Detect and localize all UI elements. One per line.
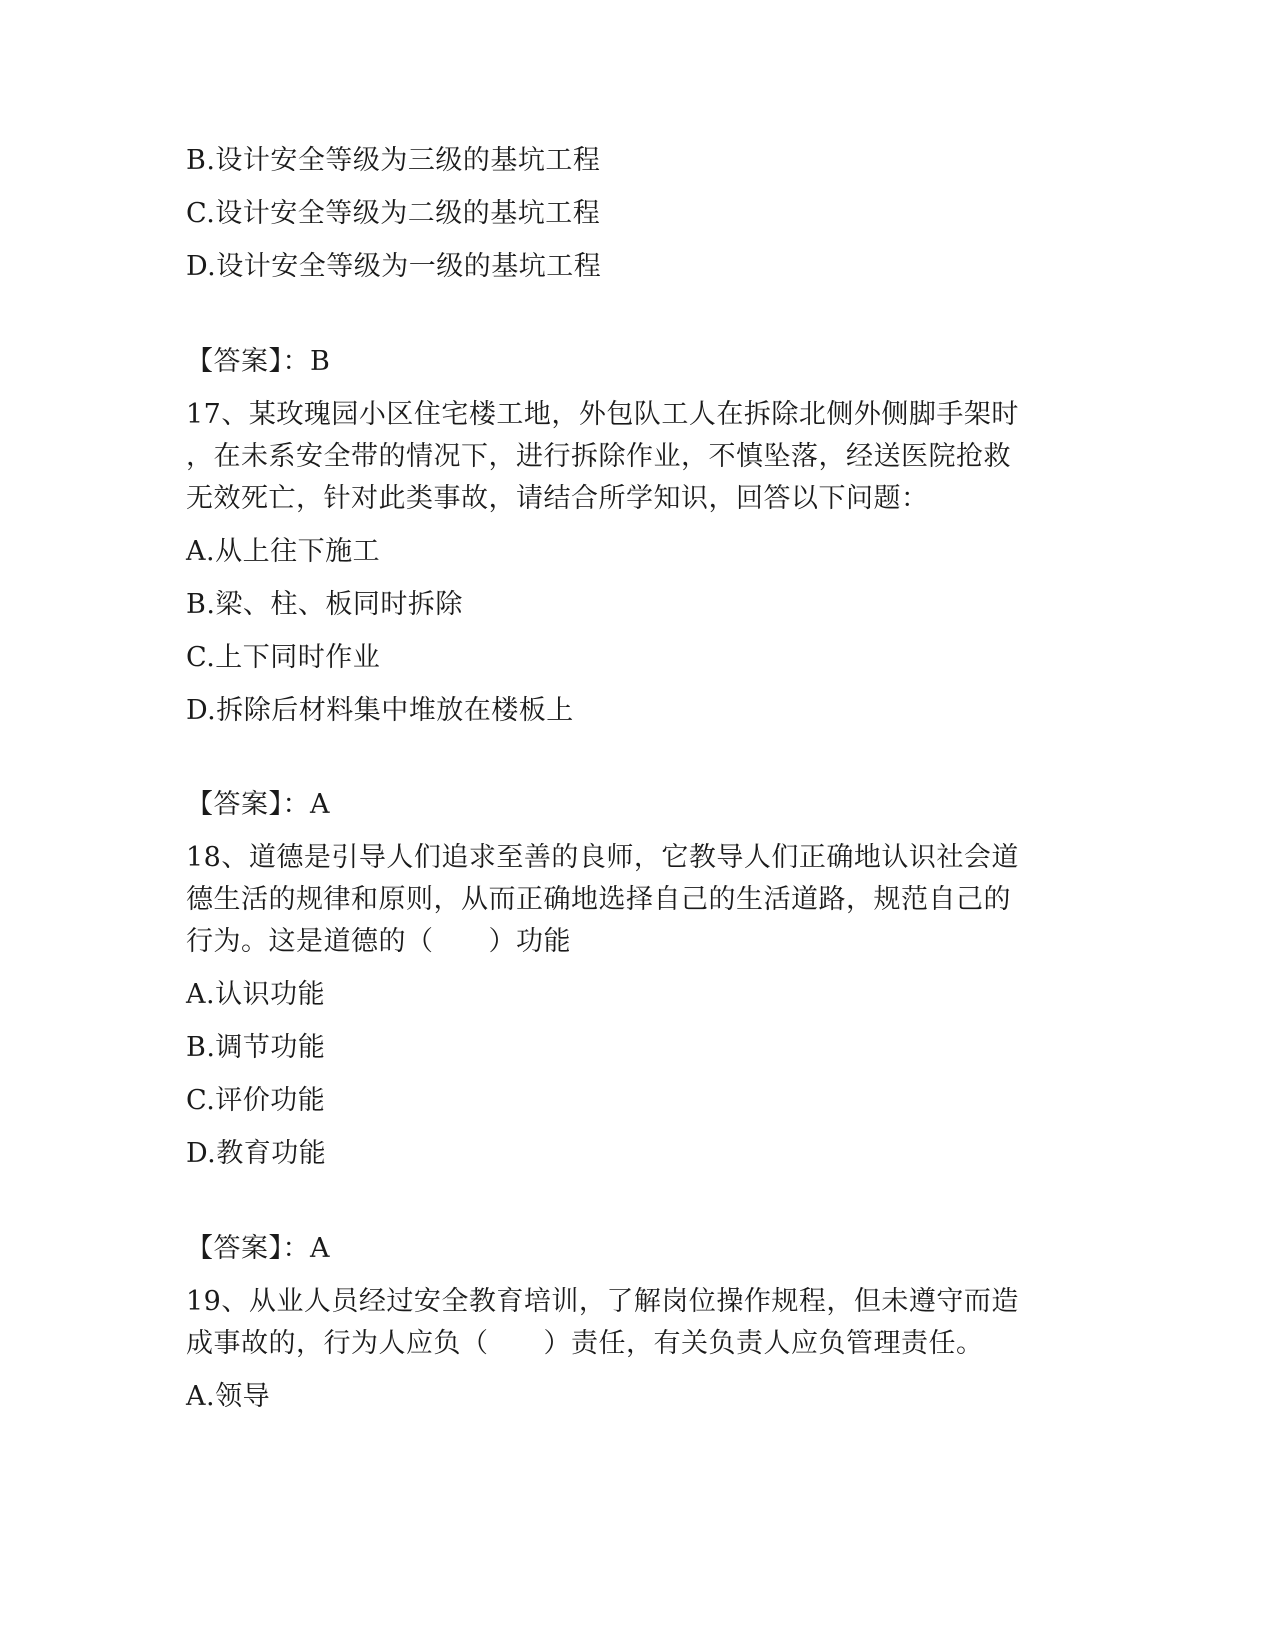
q17-answer: 【答案】：A [186,789,330,820]
q19-stem-line-2: 成事故的，行为人应负（ ）责任，有关负责人应负管理责任。 [186,1328,984,1359]
q17-option-a: A.从上往下施工 [186,536,381,567]
q18-stem-line-2: 德生活的规律和原则，从而正确地选择自己的生活道路，规范自己的 [186,884,1011,915]
q18-answer: 【答案】：A [186,1233,330,1264]
q16-option-b: B.设计安全等级为三级的基坑工程 [186,145,601,176]
q18-option-c: C.评价功能 [186,1085,326,1116]
q17-option-c: C.上下同时作业 [186,642,381,673]
q17-option-b: B.梁、柱、板同时拆除 [186,589,463,620]
q18-option-b: B.调节功能 [186,1032,326,1063]
q16-option-c: C.设计安全等级为二级的基坑工程 [186,198,601,229]
q18-stem-line-3: 行为。这是道德的（ ）功能 [186,926,571,957]
q17-option-d: D.拆除后材料集中堆放在楼板上 [186,695,574,726]
q16-option-d: D.设计安全等级为一级的基坑工程 [186,251,602,282]
q18-option-a: A.认识功能 [186,979,326,1010]
q17-stem-line-2: ，在未系安全带的情况下，进行拆除作业，不慎坠落，经送医院抢救 [186,441,1011,472]
q19-option-a: A.领导 [186,1381,271,1412]
q18-stem-line-1: 18、道德是引导人们追求至善的良师，它教导人们正确地认识社会道 [186,842,1019,873]
q19-stem-line-1: 19、从业人员经过安全教育培训，了解岗位操作规程，但未遵守而造 [186,1286,1019,1317]
q17-stem-line-3: 无效死亡，针对此类事故，请结合所学知识，回答以下问题： [186,483,929,514]
q18-option-d: D.教育功能 [186,1138,327,1169]
q16-answer: 【答案】：B [186,346,331,377]
q17-stem-line-1: 17、某玫瑰园小区住宅楼工地，外包队工人在拆除北侧外侧脚手架时 [186,399,1019,430]
